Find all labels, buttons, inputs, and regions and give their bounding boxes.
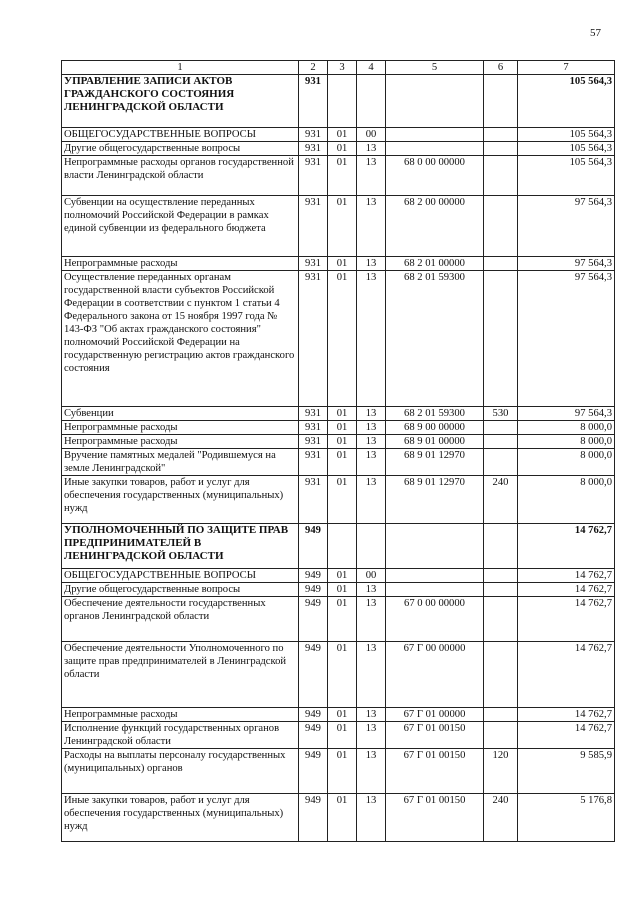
subsection-code: 13 — [357, 708, 386, 722]
expense-type-code — [484, 524, 518, 569]
amount: 8 000,0 — [518, 476, 615, 524]
admin-code: 949 — [299, 597, 328, 642]
section-code: 01 — [328, 722, 357, 749]
subsection-code: 13 — [357, 407, 386, 421]
subsection-code: 13 — [357, 142, 386, 156]
expense-type-code — [484, 597, 518, 642]
row-name: Исполнение функций государственных органов Ленинградской области — [62, 722, 299, 749]
subsection-code: 13 — [357, 421, 386, 435]
expense-type-code — [484, 196, 518, 257]
row-name: Непрограммные расходы — [62, 257, 299, 271]
subsection-code: 13 — [357, 642, 386, 708]
amount: 14 762,7 — [518, 642, 615, 708]
admin-code: 931 — [299, 257, 328, 271]
section-code: 01 — [328, 257, 357, 271]
admin-code: 931 — [299, 128, 328, 142]
target-article-code — [386, 128, 484, 142]
admin-code: 931 — [299, 75, 328, 128]
section-code: 01 — [328, 583, 357, 597]
admin-code: 931 — [299, 196, 328, 257]
table-row — [62, 257, 615, 271]
admin-code: 949 — [299, 524, 328, 569]
row-name: Обеспечение деятельности Уполномоченного по защите прав предпринимателей в Ленинградской области — [62, 642, 299, 708]
expense-type-code: 120 — [484, 749, 518, 794]
expense-type-code — [484, 271, 518, 407]
expense-type-code: 530 — [484, 407, 518, 421]
row-name: Вручение памятных медалей "Родившемуся на земле Ленинградской" — [62, 449, 299, 476]
table-row — [62, 524, 615, 569]
row-name: Непрограммные расходы — [62, 435, 299, 449]
table-row — [62, 435, 615, 449]
section-code: 01 — [328, 421, 357, 435]
admin-code: 949 — [299, 708, 328, 722]
section-code: 01 — [328, 271, 357, 407]
row-name: ОБЩЕГОСУДАРСТВЕННЫЕ ВОПРОСЫ — [62, 128, 299, 142]
admin-code: 931 — [299, 435, 328, 449]
section-code: 01 — [328, 407, 357, 421]
section-code: 01 — [328, 449, 357, 476]
expense-type-code — [484, 708, 518, 722]
amount: 97 564,3 — [518, 271, 615, 407]
amount: 105 564,3 — [518, 156, 615, 196]
admin-code: 949 — [299, 642, 328, 708]
table-row — [62, 156, 615, 196]
target-article-code: 68 2 01 59300 — [386, 407, 484, 421]
column-header: 4 — [357, 61, 386, 75]
row-name: Субвенции на осуществление переданных полномочий Российской Федерации в рамках единой субвенции из федерального бюджета — [62, 196, 299, 257]
row-name: УПОЛНОМОЧЕННЫЙ ПО ЗАЩИТЕ ПРАВ ПРЕДПРИНИМАТЕЛЕЙ В ЛЕНИНГРАДСКОЙ ОБЛАСТИ — [62, 524, 299, 569]
table-row — [62, 421, 615, 435]
target-article-code: 68 9 00 00000 — [386, 421, 484, 435]
amount: 14 762,7 — [518, 569, 615, 583]
table-row — [62, 749, 615, 794]
row-name: Другие общегосударственные вопросы — [62, 142, 299, 156]
amount: 97 564,3 — [518, 257, 615, 271]
page-number: 57 — [590, 27, 601, 39]
subsection-code: 13 — [357, 435, 386, 449]
admin-code: 931 — [299, 407, 328, 421]
table-row — [62, 583, 615, 597]
admin-code: 949 — [299, 569, 328, 583]
expense-type-code — [484, 435, 518, 449]
table-row — [62, 196, 615, 257]
expense-type-code — [484, 421, 518, 435]
table-row — [62, 642, 615, 708]
amount: 105 564,3 — [518, 142, 615, 156]
target-article-code: 68 2 01 00000 — [386, 257, 484, 271]
column-header: 6 — [484, 61, 518, 75]
subsection-code: 00 — [357, 569, 386, 583]
column-header: 3 — [328, 61, 357, 75]
admin-code: 949 — [299, 583, 328, 597]
amount: 14 762,7 — [518, 722, 615, 749]
amount: 97 564,3 — [518, 407, 615, 421]
target-article-code: 68 9 01 12970 — [386, 476, 484, 524]
target-article-code: 67 Г 01 00150 — [386, 749, 484, 794]
expense-type-code — [484, 569, 518, 583]
expense-type-code — [484, 583, 518, 597]
row-name: Субвенции — [62, 407, 299, 421]
subsection-code: 13 — [357, 156, 386, 196]
row-name: Непрограммные расходы — [62, 708, 299, 722]
expense-type-code — [484, 156, 518, 196]
subsection-code: 13 — [357, 196, 386, 257]
amount: 8 000,0 — [518, 449, 615, 476]
section-code: 01 — [328, 128, 357, 142]
expense-type-code — [484, 128, 518, 142]
admin-code: 949 — [299, 749, 328, 794]
table-row — [62, 794, 615, 842]
subsection-code: 13 — [357, 476, 386, 524]
row-name: Расходы на выплаты персоналу государственных (муниципальных) органов — [62, 749, 299, 794]
admin-code: 931 — [299, 142, 328, 156]
budget-table — [61, 60, 615, 842]
expense-type-code — [484, 642, 518, 708]
table-row — [62, 407, 615, 421]
target-article-code: 68 2 01 59300 — [386, 271, 484, 407]
section-code: 01 — [328, 708, 357, 722]
expense-type-code — [484, 75, 518, 128]
target-article-code: 68 2 00 00000 — [386, 196, 484, 257]
row-name: Обеспечение деятельности государственных органов Ленинградской области — [62, 597, 299, 642]
amount: 5 176,8 — [518, 794, 615, 842]
section-code — [328, 75, 357, 128]
target-article-code: 68 9 01 12970 — [386, 449, 484, 476]
column-header: 7 — [518, 61, 615, 75]
section-code: 01 — [328, 196, 357, 257]
subsection-code: 13 — [357, 794, 386, 842]
target-article-code: 67 Г 01 00000 — [386, 708, 484, 722]
amount: 105 564,3 — [518, 128, 615, 142]
amount: 14 762,7 — [518, 597, 615, 642]
admin-code: 931 — [299, 271, 328, 407]
admin-code: 931 — [299, 476, 328, 524]
admin-code: 949 — [299, 722, 328, 749]
section-code: 01 — [328, 142, 357, 156]
amount: 14 762,7 — [518, 524, 615, 569]
admin-code: 931 — [299, 421, 328, 435]
expense-type-code — [484, 722, 518, 749]
subsection-code — [357, 75, 386, 128]
section-code: 01 — [328, 569, 357, 583]
section-code: 01 — [328, 642, 357, 708]
amount: 14 762,7 — [518, 583, 615, 597]
amount: 9 585,9 — [518, 749, 615, 794]
section-code: 01 — [328, 794, 357, 842]
subsection-code: 13 — [357, 749, 386, 794]
section-code: 01 — [328, 749, 357, 794]
row-name: Непрограммные расходы органов государственной власти Ленинградской области — [62, 156, 299, 196]
table-row — [62, 449, 615, 476]
table-row — [62, 597, 615, 642]
table-row — [62, 708, 615, 722]
subsection-code: 13 — [357, 271, 386, 407]
section-code: 01 — [328, 476, 357, 524]
expense-type-code: 240 — [484, 476, 518, 524]
target-article-code — [386, 142, 484, 156]
table-row — [62, 476, 615, 524]
column-header: 2 — [299, 61, 328, 75]
table-row — [62, 128, 615, 142]
table-row — [62, 75, 615, 128]
table-row — [62, 271, 615, 407]
section-code: 01 — [328, 156, 357, 196]
target-article-code: 67 Г 01 00150 — [386, 794, 484, 842]
amount: 8 000,0 — [518, 435, 615, 449]
column-header: 1 — [62, 61, 299, 75]
amount: 14 762,7 — [518, 708, 615, 722]
subsection-code: 13 — [357, 583, 386, 597]
target-article-code: 68 0 00 00000 — [386, 156, 484, 196]
target-article-code — [386, 524, 484, 569]
subsection-code — [357, 524, 386, 569]
expense-type-code — [484, 257, 518, 271]
header-row — [62, 61, 615, 75]
row-name: УПРАВЛЕНИЕ ЗАПИСИ АКТОВ ГРАЖДАНСКОГО СОСТОЯНИЯ ЛЕНИНГРАДСКОЙ ОБЛАСТИ — [62, 75, 299, 128]
subsection-code: 13 — [357, 722, 386, 749]
section-code — [328, 524, 357, 569]
section-code: 01 — [328, 597, 357, 642]
admin-code: 949 — [299, 794, 328, 842]
section-code: 01 — [328, 435, 357, 449]
amount: 97 564,3 — [518, 196, 615, 257]
subsection-code: 13 — [357, 597, 386, 642]
target-article-code: 67 0 00 00000 — [386, 597, 484, 642]
column-header: 5 — [386, 61, 484, 75]
target-article-code — [386, 569, 484, 583]
admin-code: 931 — [299, 156, 328, 196]
table-row — [62, 569, 615, 583]
row-name: Иные закупки товаров, работ и услуг для обеспечения государственных (муниципальных) нужд — [62, 476, 299, 524]
subsection-code: 13 — [357, 449, 386, 476]
row-name: Другие общегосударственные вопросы — [62, 583, 299, 597]
row-name: Осуществление переданных органам государственной власти субъектов Российской Федерации в соответствии с пунктом 1 статьи 4 Федерального закона от 15 ноября 1997 года № 143-ФЗ "Об актах гражданского состояния" полномочий Российской Федерации на государственную регистрацию актов гражданского состояния — [62, 271, 299, 407]
row-name: Иные закупки товаров, работ и услуг для обеспечения государственных (муниципальных) нужд — [62, 794, 299, 842]
admin-code: 931 — [299, 449, 328, 476]
amount: 105 564,3 — [518, 75, 615, 128]
expense-type-code: 240 — [484, 794, 518, 842]
table-row — [62, 142, 615, 156]
row-name: Непрограммные расходы — [62, 421, 299, 435]
table-row — [62, 722, 615, 749]
amount: 8 000,0 — [518, 421, 615, 435]
target-article-code — [386, 583, 484, 597]
target-article-code: 67 Г 01 00150 — [386, 722, 484, 749]
target-article-code: 67 Г 00 00000 — [386, 642, 484, 708]
expense-type-code — [484, 449, 518, 476]
subsection-code: 00 — [357, 128, 386, 142]
expense-type-code — [484, 142, 518, 156]
row-name: ОБЩЕГОСУДАРСТВЕННЫЕ ВОПРОСЫ — [62, 569, 299, 583]
target-article-code: 68 9 01 00000 — [386, 435, 484, 449]
subsection-code: 13 — [357, 257, 386, 271]
target-article-code — [386, 75, 484, 128]
